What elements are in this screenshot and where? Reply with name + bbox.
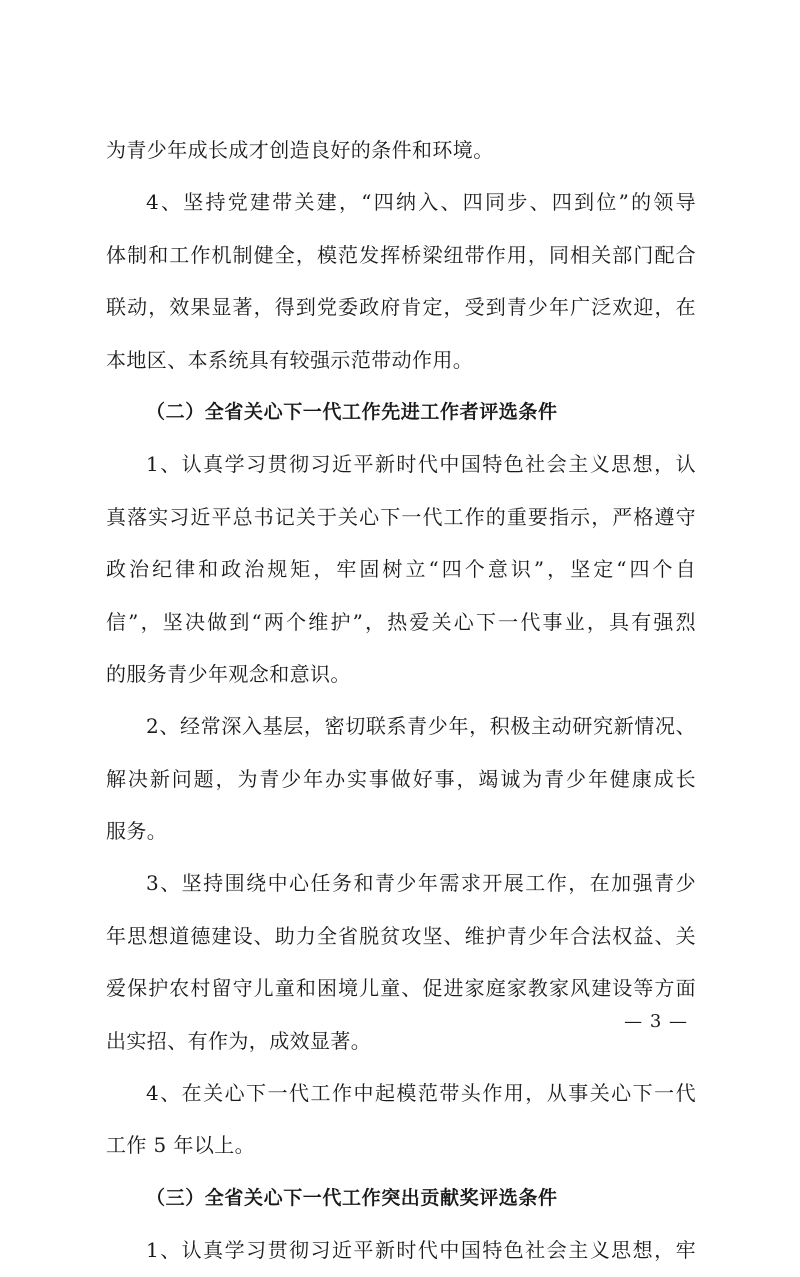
text-line: 真落实习近平总书记关于关心下一代工作的重要指示，严格遵守: [106, 504, 696, 529]
text-line: 2、经常深入基层，密切联系青少年，积极主动研究新情况、: [146, 714, 696, 739]
section-heading: （二）全省关心下一代工作先进工作者评选条件: [146, 400, 558, 423]
text-line: 体制和工作机制健全，模范发挥桥梁纽带作用，同相关部门配合: [106, 242, 696, 267]
text-line: 爱保护农村留守儿童和困境儿童、促进家庭家教家风建设等方面: [106, 976, 696, 1001]
text-line: 1、认真学习贯彻习近平新时代中国特色社会主义思想，牢: [146, 1238, 696, 1263]
document-body: [106, 124, 696, 1277]
text-line: 1、认真学习贯彻习近平新时代中国特色社会主义思想，认: [146, 452, 696, 477]
text-line: 3、坚持围绕中心任务和青少年需求开展工作，在加强青少: [146, 871, 696, 896]
text-line: 信”，坚决做到“两个维护”，热爱关心下一代事业，具有强烈: [106, 609, 696, 634]
text-line: 出实招、有作为，成效显著。: [106, 1028, 372, 1053]
text-line: 联动，效果显著，得到党委政府肯定，受到青少年广泛欢迎，在: [106, 295, 696, 320]
text-line: 本地区、本系统具有较强示范带动作用。: [106, 347, 474, 372]
text-line: 的服务青少年观念和意识。: [106, 661, 351, 686]
text-line: 4、坚持党建带关建，“四纳入、四同步、四到位”的领导: [146, 190, 696, 215]
text-line: 工作 5 年以上。: [106, 1133, 256, 1158]
text-line: 解决新问题，为青少年办实事做好事，竭诚为青少年健康成长: [106, 766, 696, 791]
text-line: 服务。: [106, 819, 168, 844]
text-line: 4、在关心下一代工作中起模范带头作用，从事关心下一代: [146, 1081, 696, 1106]
text-line: 政治纪律和政治规矩，牢固树立“四个意识”，坚定“四个自: [106, 557, 696, 582]
text-line: 年思想道德建设、助力全省脱贫攻坚、维护青少年合法权益、关: [106, 923, 696, 948]
text-line: 为青少年成长成才创造良好的条件和环境。: [106, 138, 494, 162]
page-number: — 3 —: [624, 1011, 688, 1032]
section-heading: （三）全省关心下一代工作突出贡献奖评选条件: [146, 1186, 558, 1209]
